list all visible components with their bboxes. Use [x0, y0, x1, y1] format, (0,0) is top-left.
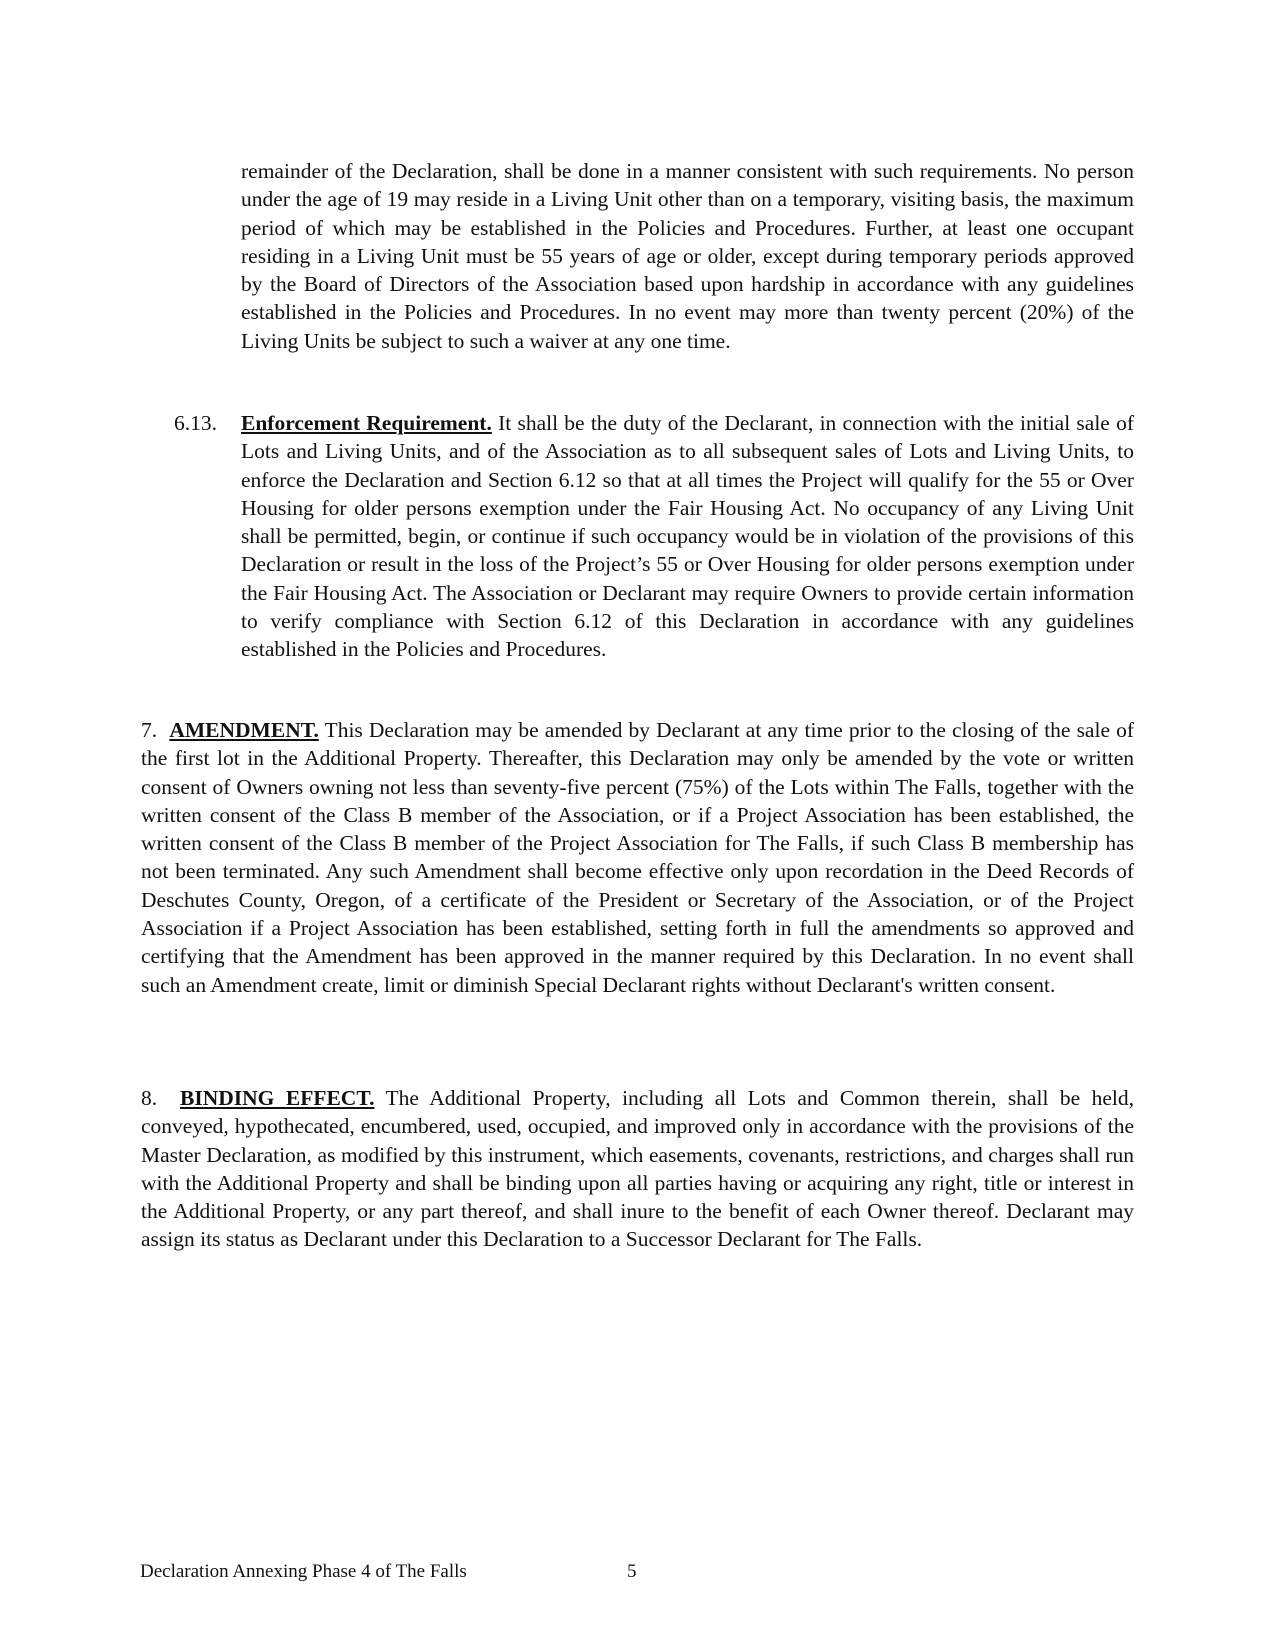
footer-document-title: Declaration Annexing Phase 4 of The Falls	[140, 1561, 467, 1582]
section-7-heading: AMENDMENT.	[169, 718, 319, 742]
section-7-text: This Declaration may be amended by Declarant at any time prior to the closing of the sale of the first lot in the Additional Property. Thereafter, this Declaration may only be amended by the vote or written consent of Owners owning not less than seventy-five percent (75%) of the Lots within The Falls, together with the written consent of the Class B member of the Association, or if a Project Association has been established, the written consent of the Class B member of the Project Association for The Falls, if such Class B membership has not been terminated. Any such Amendment shall become effective only upon recordation in the Deed Records of Deschutes County, Oregon, of a certificate of the President or Secretary of the Association, or of the Project Association if a Project Association has been established, setting forth in full the amendments so approved and certifying that the Amendment has been approved in the manner required by this Declaration. In no event shall such an Amendment create, limit or diminish Special Declarant rights without Declarant's written consent.	[141, 718, 1135, 997]
section-6-13-heading: Enforcement Requirement.	[241, 411, 492, 435]
section-7	[141, 716, 1134, 999]
section-6-13-number: 6.13.	[174, 411, 217, 435]
footer-page-number: 5	[627, 1561, 637, 1582]
section-8	[141, 1084, 1134, 1254]
section-7-number: 7.	[141, 718, 158, 742]
continuation-paragraph	[241, 157, 1134, 355]
section-6-13	[174, 409, 1134, 664]
section-8-text: The Additional Property, including all Lots and Common therein, shall be held, conveyed, hypothecated, encumbered, used, occupied, and improved only in accordance with the provisions of the Master Declaration, as modified by this instrument, which easements, covenants, restrictions, and charges shall run with the Additional Property and shall be binding upon all parties having or acquiring any right, title or interest in the Additional Property, or any part thereof, and shall inure to the benefit of each Owner thereof. Declarant may assign its status as Declarant under this Declaration to a Successor Declarant for The Falls.	[141, 1086, 1135, 1252]
section-8-heading: BINDING EFFECT.	[180, 1086, 375, 1110]
section-8-number: 8.	[141, 1086, 158, 1110]
section-6-13-body	[241, 409, 1134, 664]
section-6-13-text: It shall be the duty of the Declarant, in connection with the initial sale of Lots and Living Units, and of the Association as to all subsequent sales of Lots and Living Units, to enforce the Declaration and Section 6.12 so that at all times the Project will qualify for the 55 or Over Housing for older persons exemption under the Fair Housing Act. No occupancy of any Living Unit shall be permitted, begin, or continue if such occupancy would be in violation of the provisions of this Declaration or result in the loss of the Project’s 55 or Over Housing for older persons exemption under the Fair Housing Act. The Association or Declarant may require Owners to provide certain information to verify compliance with Section 6.12 of this Declaration in accordance with any guidelines established in the Policies and Procedures.	[241, 411, 1134, 662]
continuation-text: remainder of the Declaration, shall be done in a manner consistent with such requirements. No person under the age of 19 may reside in a Living Unit other than on a temporary, visiting basis, the maximum period of which may be established in the Policies and Procedures. Further, at least one occupant residing in a Living Unit must be 55 years of age or older, except during temporary periods approved by the Board of Directors of the Association based upon hardship in accordance with any guidelines established in the Policies and Procedures. In no event may more than twenty percent (20%) of the Living Units be subject to such a waiver at any one time.	[241, 159, 1134, 353]
